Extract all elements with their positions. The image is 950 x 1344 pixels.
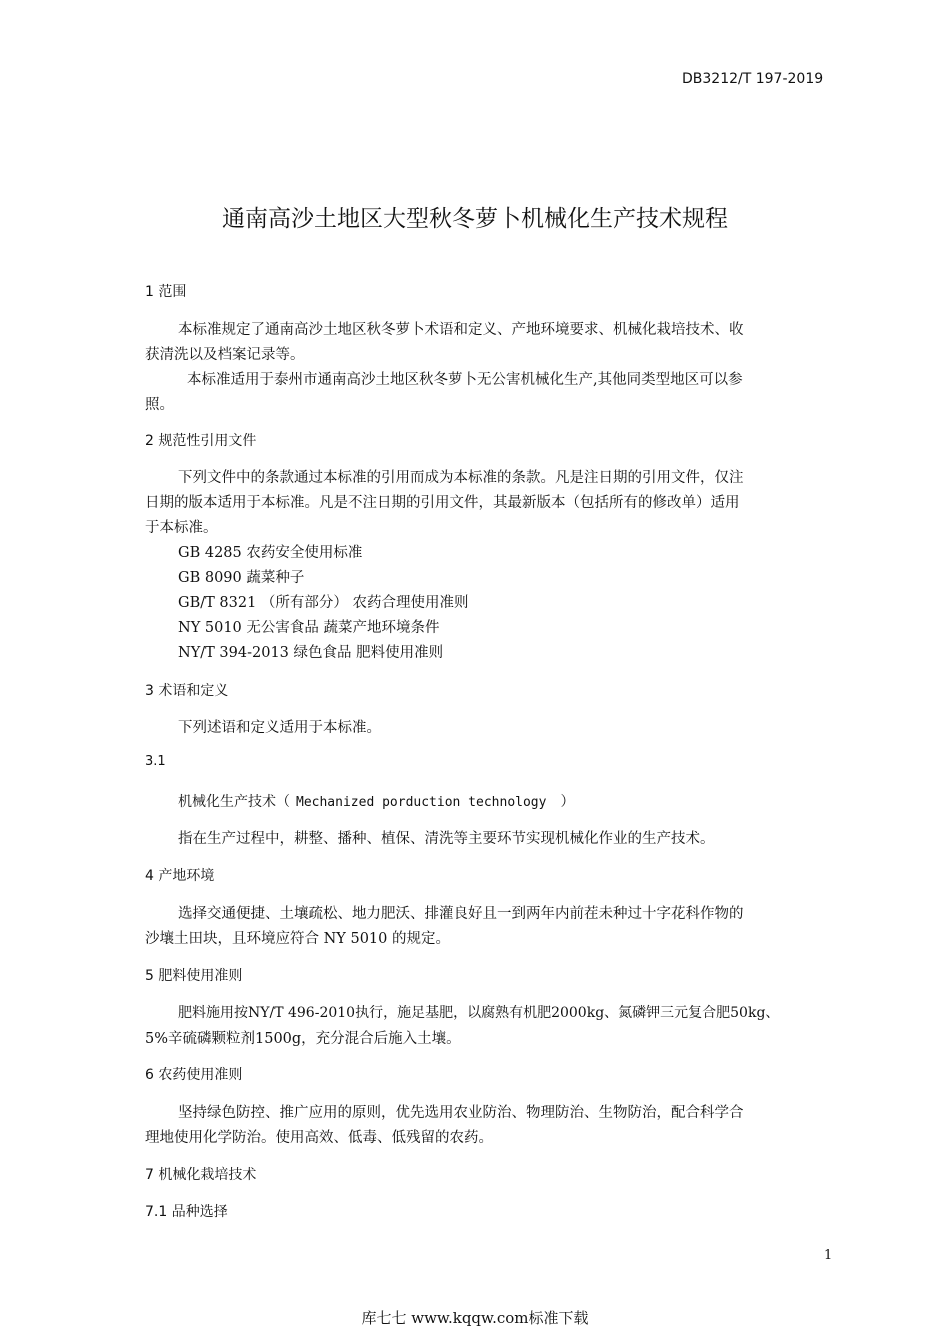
term-definition: 指在生产过程中，耕整、播种、植保、清洗等主要环节实现机械化作业的生产技术。	[178, 831, 715, 847]
section-3-heading: 3 术语和定义	[145, 683, 229, 699]
reference-item: GB 8090 蔬菜种子	[178, 570, 305, 586]
term-english: Mechanized porduction technology	[296, 795, 547, 810]
section-5-paragraph-line-2: 5%辛硫磷颗粒剂1500g，充分混合后施入土壤。	[145, 1031, 461, 1047]
reference-item: GB/T 8321 （所有部分） 农药合理使用准则	[178, 595, 469, 611]
footer-watermark: 库七七 www.kqqw.com标准下载	[361, 1309, 589, 1327]
section-1-paragraph-2-line-2: 照。	[145, 397, 174, 413]
section-2-paragraph-line-3: 于本标准。	[145, 520, 218, 536]
section-2-paragraph-line-2: 日期的版本适用于本标准。凡是不注日期的引用文件，其最新版本（包括所有的修改单）适用	[145, 495, 740, 511]
section-4-paragraph-line-2: 沙壤土田块，且环境应符合 NY 5010 的规定。	[145, 931, 450, 947]
subsection-7-1-heading: 7.1 品种选择	[145, 1204, 228, 1220]
document-title: 通南高沙土地区大型秋冬萝卜机械化生产技术规程	[222, 206, 728, 232]
section-6-paragraph-line-2: 理地使用化学防治。使用高效、低毒、低残留的农药。	[145, 1130, 493, 1146]
section-1-paragraph-2-line-1: 本标准适用于泰州市通南高沙土地区秋冬萝卜无公害机械化生产,其他同类型地区可以参	[187, 372, 743, 388]
section-1-heading: 1 范围	[145, 284, 187, 300]
section-2-paragraph-line-1: 下列文件中的条款通过本标准的引用而成为本标准的条款。凡是注日期的引用文件，仅注	[178, 470, 744, 486]
term-chinese: 机械化生产技术（	[178, 794, 290, 810]
reference-item: NY 5010 无公害食品 蔬菜产地环境条件	[178, 620, 440, 636]
section-2-heading: 2 规范性引用文件	[145, 433, 257, 449]
section-5-heading: 5 肥料使用准则	[145, 968, 243, 984]
document-code: DB3212/T 197-2019	[682, 71, 824, 87]
reference-item: NY/T 394-2013 绿色食品 肥料使用准则	[178, 645, 444, 661]
section-6-heading: 6 农药使用准则	[145, 1067, 243, 1083]
page-number: 1	[824, 1248, 833, 1263]
section-3-paragraph: 下列述语和定义适用于本标准。	[178, 720, 381, 736]
term-close-paren: ）	[560, 794, 575, 810]
reference-item: GB 4285 农药安全使用标准	[178, 545, 363, 561]
section-4-paragraph-line-1: 选择交通便捷、土壤疏松、地力肥沃、排灌良好且一到两年内前茬未种过十字花科作物的	[178, 906, 744, 922]
section-5-paragraph-line-1: 肥料施用按NY/T 496-2010执行，施足基肥，以腐熟有机肥2000kg、氮磷钾三元复合肥50kg、	[178, 1005, 780, 1021]
section-7-heading: 7 机械化栽培技术	[145, 1167, 257, 1183]
section-1-paragraph-1-line-2: 获清洗以及档案记录等。	[145, 347, 305, 363]
section-1-paragraph-1-line-1: 本标准规定了通南高沙土地区秋冬萝卜术语和定义、产地环境要求、机械化栽培技术、收	[178, 322, 744, 338]
term-line	[178, 791, 574, 811]
subsection-3-1-number: 3.1	[145, 754, 166, 769]
section-4-heading: 4 产地环境	[145, 868, 215, 884]
section-6-paragraph-line-1: 坚持绿色防控、推广应用的原则，优先选用农业防治、物理防治、生物防治，配合科学合	[178, 1105, 744, 1121]
